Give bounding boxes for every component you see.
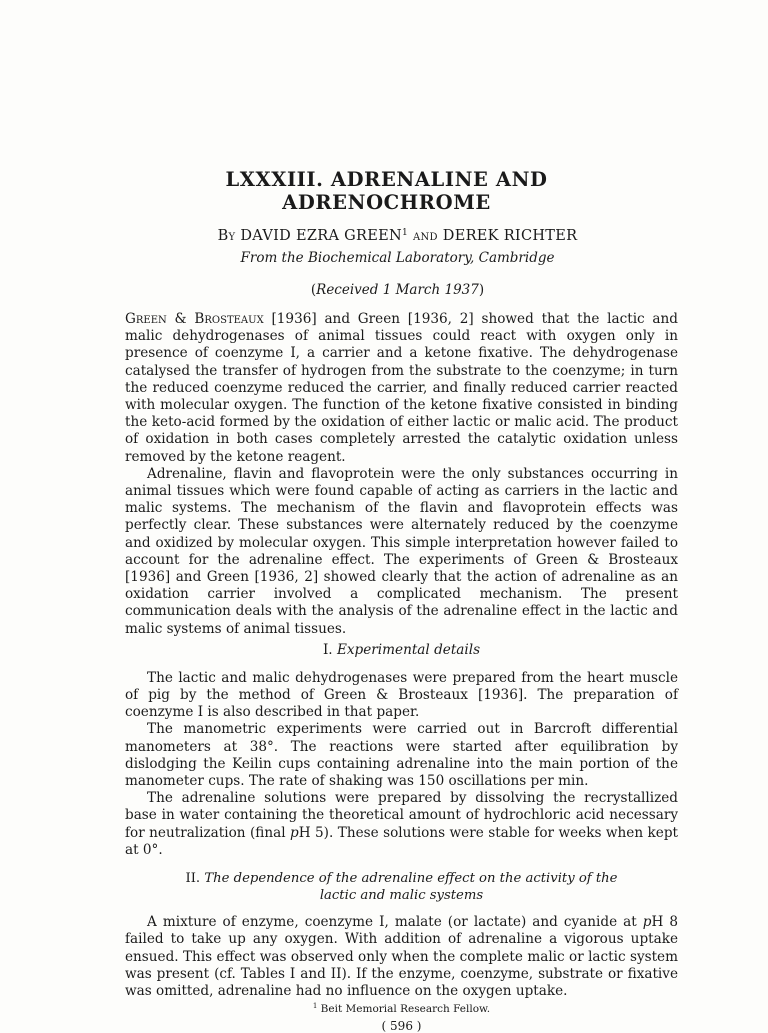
section-2-heading <box>125 870 678 904</box>
section-1-paragraph-3-text-b: H 5). These solutions were stable for weeks when kept at 0°. <box>125 824 678 858</box>
byline <box>125 228 678 244</box>
author-1: DAVID EZRA GREEN <box>240 228 402 244</box>
received-open-paren: ( <box>310 282 317 298</box>
footnote <box>125 1002 678 1015</box>
section-1-heading <box>125 642 678 658</box>
author-2: DEREK RICHTER <box>442 228 578 244</box>
article-title: LXXXIII. ADRENALINE AND ADRENOCHROME <box>225 168 548 214</box>
intro-paragraph-1 <box>125 311 678 466</box>
ph-italic-p: p <box>290 824 299 841</box>
section-2-title-line-2: lactic and malic systems <box>319 888 484 904</box>
footnote-text: Beit Memorial Research Fellow. <box>320 1003 491 1016</box>
author-1-footnote-mark: 1 <box>402 228 409 238</box>
ph-italic-p: p <box>642 914 652 931</box>
intro-paragraph-2: Adrenaline, flavin and flavoprotein were the only substances occurring in animal tissues which were found capable of acting as carriers in the lactic and malic systems. The mechanism of the flavin and flavoprotein effects was perfectly clear. These substances were alternately reduced by the coenzyme and oxidized by molecular oxygen. This simple interpretation however failed to account for the adrenaline effect. The experiments of Green & Brosteaux [1936] and Green [1936, 2] showed clearly that the action of adrenaline as an oxidation carrier involved a complicated mechanism. The present communication deals with the analysis of the adrenaline effect in the lactic and malic systems of animal tissues. <box>125 465 678 637</box>
received-date <box>125 282 678 298</box>
section-2-paragraph-1-text-b: H 8 failed to take up any oxygen. With addition of adrenaline a vigorous uptake ensued. This effect was observed only when the complete malic or lactic system was present (cf. Tables I and II). If the enzyme, coenzyme, substrate or fixative was omitted, adrenaline had no influence on the oxygen uptake. <box>125 914 679 999</box>
section-1-paragraph-2: The manometric experiments were carried out in Barcroft differential manometers at 38°. The reactions were started after equilibration by dislodging the Keilin cups containing adrenaline into the main portion of the manometer cups. The rate of shaking was 150 oscillations per min. <box>125 721 678 790</box>
section-1-paragraph-3-text-a: The adrenaline solutions were prepared by dissolving the recrystallized base in water containing the theoretical amount of hydrochloric acid necessary for neutralization (final <box>125 790 678 841</box>
received-close-paren: ) <box>478 282 485 298</box>
section-1-title: Experimental details <box>336 641 481 658</box>
byline-and: and <box>412 228 438 244</box>
section-1-paragraph-3 <box>125 790 678 859</box>
section-2-paragraph-1 <box>125 914 678 1000</box>
section-2-paragraph-1-text-a: A mixture of enzyme, coenzyme I, malate (or lactate) and cyanide at <box>147 914 643 931</box>
section-1-paragraph-1: The lactic and malic dehydrogenases were prepared from the heart muscle of pig by the method of Green & Brosteaux [1936]. The preparation of coenzyme I is also described in that paper. <box>125 669 678 721</box>
intro-paragraph-1-text: [1936] and Green [1936, 2] showed that the lactic and malic dehydrogenases of animal tissues could react with oxygen only in presence of coenzyme I, a carrier and a ketone fixative. The dehydrogenase catalysed the transfer of hydrogen from the substrate to the coenzyme; in turn the reduced coenzyme reduced the carrier, and finally reduced carrier reacted with molecular oxygen. The function of the ketone fixative consisted in binding the keto-acid formed by the oxidation of either lactic or malic acid. The product of oxidation in both cases completely arrested the catalytic oxidation unless removed by the ketone reagent. <box>125 311 678 465</box>
affiliation: From the Biochemical Laboratory, Cambridge <box>240 250 555 266</box>
received-text: Received 1 March 1937 <box>316 282 479 298</box>
page-number: ( 596 ) <box>381 1019 422 1033</box>
intro-lead-citation: Green & Brosteaux <box>125 311 264 327</box>
byline-by: By <box>217 228 236 244</box>
section-2-number: II. <box>185 871 201 887</box>
footnote-mark: 1 <box>312 1002 318 1011</box>
section-1-number: I. <box>322 641 333 658</box>
section-2-title-line-1: The dependence of the adrenaline effect on the activity of the <box>204 871 618 887</box>
